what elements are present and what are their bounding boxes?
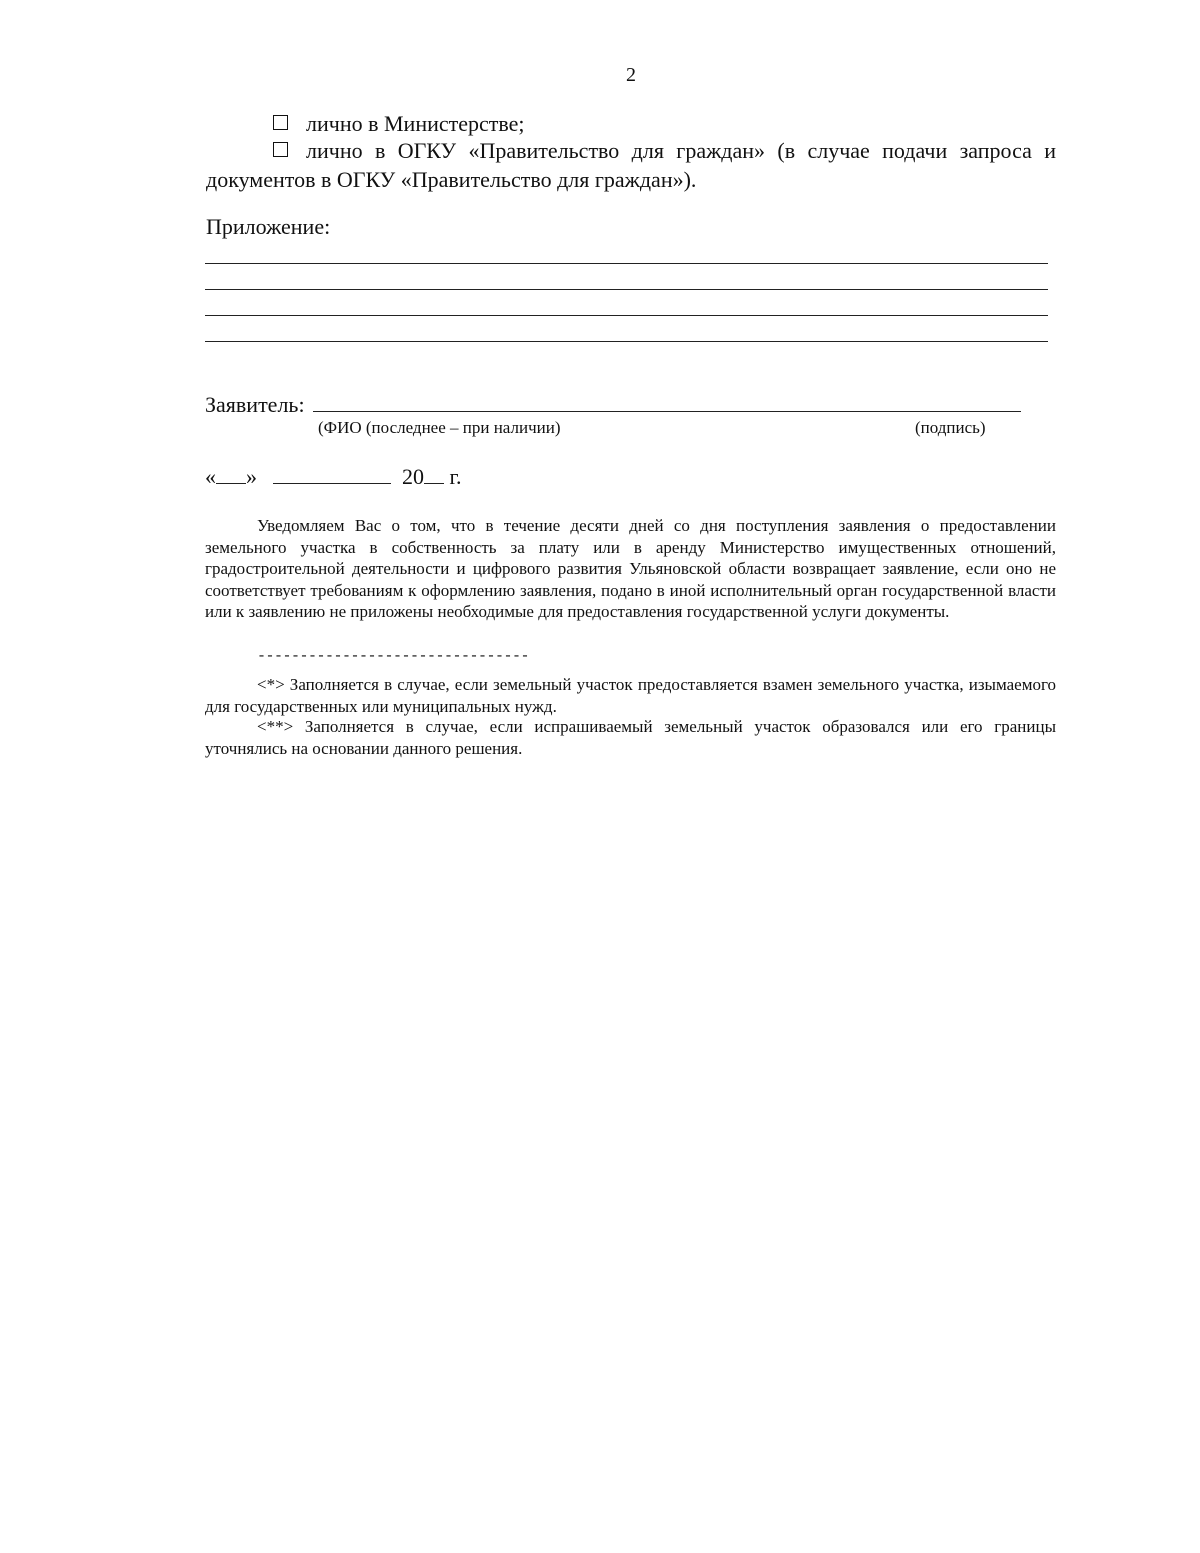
applicant-signature-caption: (подпись) bbox=[915, 418, 986, 437]
checkbox-ministry[interactable] bbox=[273, 115, 288, 130]
appendix-line-2[interactable] bbox=[205, 289, 1048, 290]
date-month-field[interactable] bbox=[273, 465, 391, 484]
appendix-line-1[interactable] bbox=[205, 263, 1048, 264]
page-number: 2 bbox=[626, 64, 636, 86]
delivery-option-ministry-text: лично в Министерстве; bbox=[306, 111, 525, 136]
applicant-fio-caption: (ФИО (последнее – при наличии) bbox=[318, 418, 561, 437]
appendix-line-4[interactable] bbox=[205, 341, 1048, 342]
date-year-field[interactable] bbox=[424, 465, 444, 484]
date-day-field[interactable] bbox=[216, 465, 246, 484]
footnote-1: <*> Заполняется в случае, если земельный участок предоставляется взамен земельного участка, изымаемого для государственных или муниципальных нужд. bbox=[205, 675, 1056, 716]
date-year-suffix: г. bbox=[449, 464, 462, 489]
appendix-label: Приложение: bbox=[206, 214, 331, 239]
appendix-line-3[interactable] bbox=[205, 315, 1048, 316]
date-open-quote: « bbox=[205, 464, 216, 489]
delivery-option-ogku bbox=[206, 136, 1056, 194]
notice-paragraph: Уведомляем Вас о том, что в течение десяти дней со дня поступления заявления о предоставлении земельного участка в собственность за плату или в аренду Министерство имущественных отношений, градостроительной деятельности и цифрового развития Ульяновской области возвращает заявление, если оно не соответствует требованиям к оформлению заявления, подано в иной исполнительный орган государственной власти или к заявлению не приложены необходимые для предоставления государственной услуги документы. bbox=[205, 516, 1056, 621]
date-year-prefix: 20 bbox=[402, 464, 424, 489]
checkbox-ogku[interactable] bbox=[273, 142, 288, 157]
footnote-2: <**> Заполняется в случае, если испрашиваемый земельный участок образовался или его границы уточнялись на основании данного решения. bbox=[205, 717, 1056, 758]
applicant-label: Заявитель: bbox=[205, 392, 305, 417]
applicant-signature-line[interactable] bbox=[313, 411, 1021, 412]
date-close-quote: » bbox=[246, 464, 257, 489]
date-row bbox=[205, 464, 462, 490]
delivery-option-ogku-text: лично в ОГКУ «Правительство для граждан» (в случае подачи запроса и документов в ОГКУ «Правительство для граждан»). bbox=[206, 138, 1056, 192]
footnote-separator: -------------------------------- bbox=[257, 648, 530, 665]
delivery-option-ministry bbox=[206, 109, 1056, 138]
